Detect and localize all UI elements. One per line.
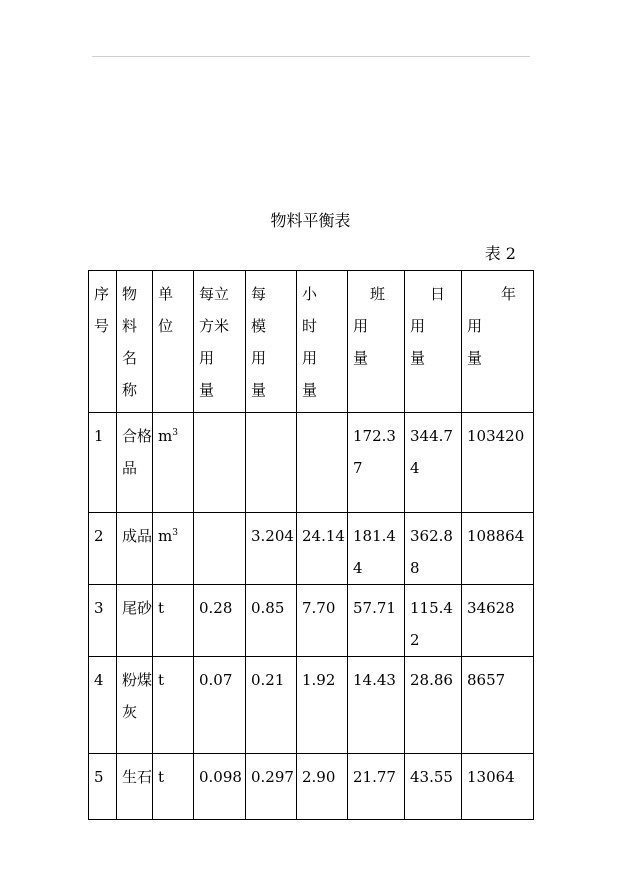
cell-material-name: 成品 <box>117 513 153 585</box>
header-per-cubic-meter: 每立 方米 用 量 <box>194 271 246 413</box>
table-header-row <box>89 271 534 413</box>
cell-unit: $m^3$ <box>153 413 194 513</box>
cell-per-hour: 24.14 <box>297 513 348 585</box>
header-per-year: 年 用 量 <box>462 271 534 413</box>
cell-per-shift: 172.37 <box>348 413 405 513</box>
cell-no: 4 <box>89 657 117 754</box>
cell-per-shift: 14.43 <box>348 657 405 754</box>
cell-per-hour <box>297 413 348 513</box>
cell-per-cubic-meter: 0.07 <box>194 657 246 754</box>
cell-per-cubic-meter <box>194 513 246 585</box>
cell-per-year: 108864 <box>462 513 534 585</box>
cell-unit: t <box>153 657 194 754</box>
material-balance-table <box>88 270 534 820</box>
cell-per-day: 28.86 <box>405 657 462 754</box>
table-row <box>89 754 534 820</box>
cell-per-shift: 181.44 <box>348 513 405 585</box>
cell-per-cubic-meter: 0.098 <box>194 754 246 820</box>
cell-per-mold: 0.21 <box>246 657 297 754</box>
header-material-name: 物 料 名 称 <box>117 271 153 413</box>
cell-per-day: 344.74 <box>405 413 462 513</box>
cell-per-year: 34628 <box>462 585 534 657</box>
cell-no: 5 <box>89 754 117 820</box>
table-row <box>89 513 534 585</box>
cell-per-cubic-meter: 0.28 <box>194 585 246 657</box>
cell-material-name: 合格品 <box>117 413 153 513</box>
cell-per-mold: 0.85 <box>246 585 297 657</box>
cell-per-cubic-meter <box>194 413 246 513</box>
header-unit: 单 位 <box>153 271 194 413</box>
cell-no: 3 <box>89 585 117 657</box>
table-label: 表 2 <box>484 244 516 263</box>
cell-material-name: 生石 <box>117 754 153 820</box>
table-row <box>89 585 534 657</box>
cell-per-day: 362.88 <box>405 513 462 585</box>
cell-unit: $m^3$ <box>153 513 194 585</box>
table-row <box>89 657 534 754</box>
header-per-hour: 小 时 用 量 <box>297 271 348 413</box>
cell-per-mold: 3.204 <box>246 513 297 585</box>
cell-per-shift: 57.71 <box>348 585 405 657</box>
cell-per-shift: 21.77 <box>348 754 405 820</box>
cell-per-year: 103420 <box>462 413 534 513</box>
cell-per-mold <box>246 413 297 513</box>
cell-per-hour: 7.70 <box>297 585 348 657</box>
header-no: 序 号 <box>89 271 117 413</box>
cell-per-hour: 1.92 <box>297 657 348 754</box>
document-title: 物料平衡表 <box>270 211 351 230</box>
page-header-rule <box>92 56 530 57</box>
cell-unit: t <box>153 754 194 820</box>
header-per-mold: 每 模 用 量 <box>246 271 297 413</box>
cell-no: 2 <box>89 513 117 585</box>
cell-per-hour: 2.90 <box>297 754 348 820</box>
cell-material-name: 尾砂 <box>117 585 153 657</box>
cell-per-mold: 0.297 <box>246 754 297 820</box>
cell-no: 1 <box>89 413 117 513</box>
cell-per-day: 43.55 <box>405 754 462 820</box>
cell-per-day: 115.42 <box>405 585 462 657</box>
cell-material-name: 粉煤灰 <box>117 657 153 754</box>
cell-per-year: 13064 <box>462 754 534 820</box>
table-row <box>89 413 534 513</box>
header-per-shift: 班 用 量 <box>348 271 405 413</box>
cell-unit: t <box>153 585 194 657</box>
header-per-day: 日 用 量 <box>405 271 462 413</box>
cell-per-year: 8657 <box>462 657 534 754</box>
